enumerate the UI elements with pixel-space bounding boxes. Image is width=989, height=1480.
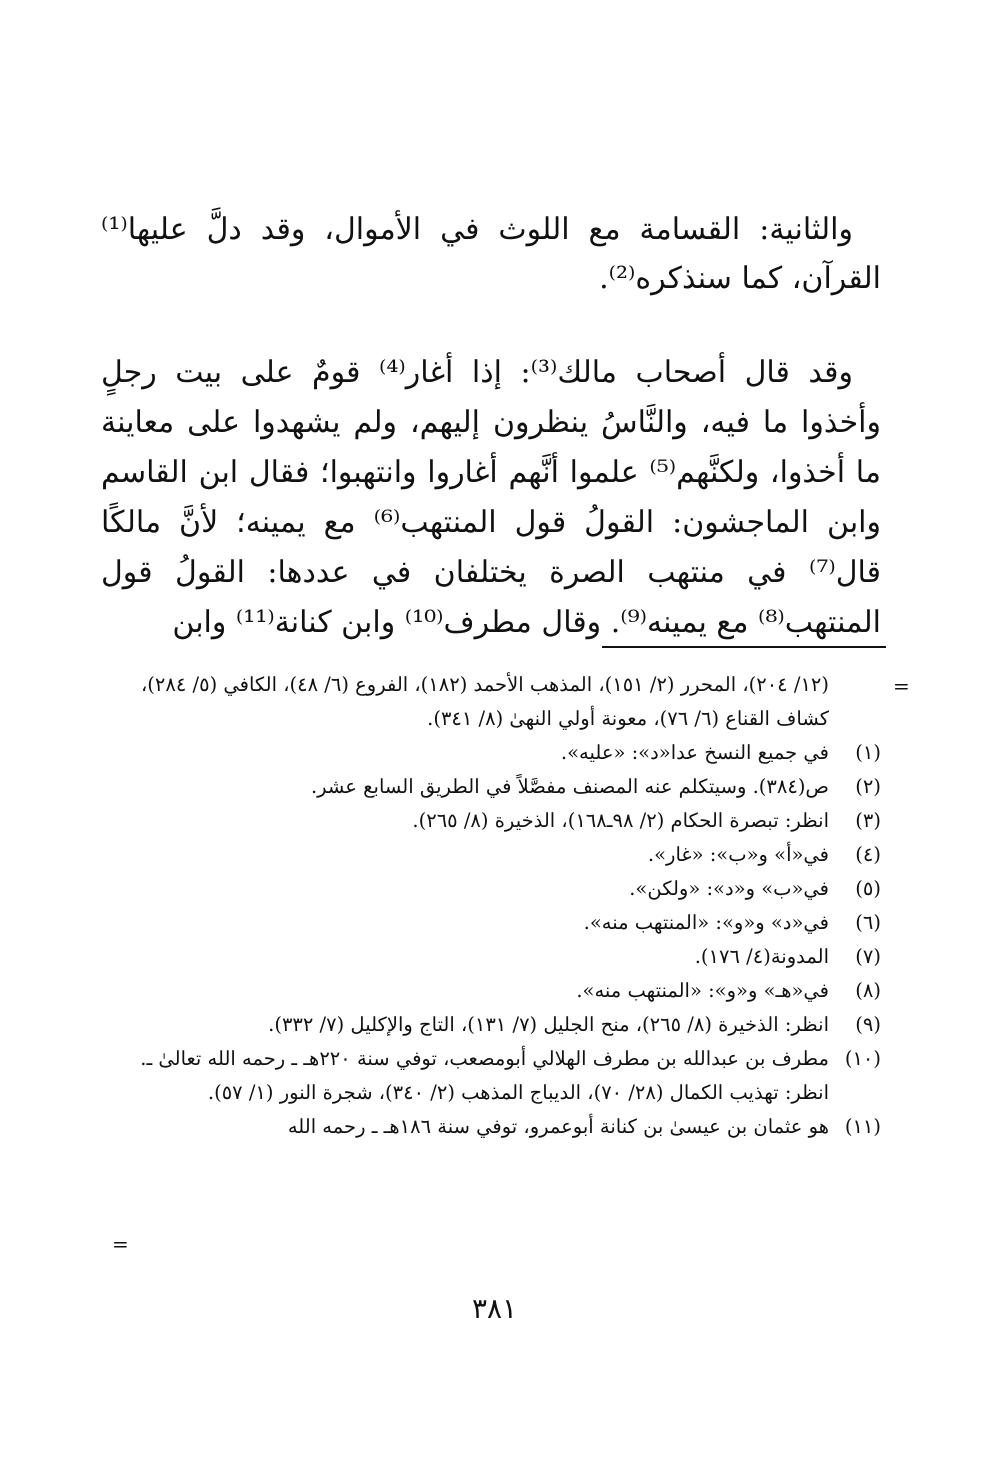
footnote-number: (٢)	[855, 775, 881, 798]
continuation-marker-bottom: =	[112, 1232, 129, 1256]
footnotes	[111, 668, 881, 1144]
footnote-number: (٣)	[855, 809, 881, 832]
footnote-number: (١٠)	[844, 1047, 881, 1070]
footnote-number: (٧)	[855, 945, 881, 968]
footnote-number: (٤)	[855, 843, 881, 866]
footnote-text: في جميع النسخ عدا«د»: «عليه».	[560, 741, 829, 764]
footnote-item	[111, 736, 881, 770]
footnote-text: في«أ» و«ب»: «غار».	[647, 843, 829, 866]
footnote-item	[111, 1110, 881, 1144]
footnote-text: في«د» و«و»: «المنتهب منه».	[583, 911, 829, 934]
paragraph-2: وقد قال أصحاب مالك⁽³⁾: إذا أغار⁽⁴⁾ قومٌ على بيت رجلٍ وأخذوا ما فيه، والنَّاسُ ينظرون إليهم، ولم يشهدوا على معاينة ما أخذوا، ولكنَّهم⁽⁵⁾ علموا أنَّهم أغاروا وانتهبوا؛ فقال ابن القاسم وابن الماجشون: القولُ قول المنتهب⁽⁶⁾ مع يمينه؛ لأنَّ مالكًا قال⁽⁷⁾ في منتهب الصرة يختلفان في عددها: القولُ قول المنتهب⁽⁸⁾ مع يمينه⁽⁹⁾. وقال مطرف⁽¹⁰⁾ وابن كنانة⁽¹¹⁾ وابن	[101, 355, 882, 640]
footnote-number: (١١)	[844, 1115, 881, 1138]
footnote-item	[111, 906, 881, 940]
footnote-text: هو عثمان بن عيسىٰ بن كنانة أبوعمرو، توفي سنة ١٨٦هـ ـ رحمه الله	[287, 1115, 829, 1138]
footnote-text: في«ب» و«د»: «ولكن».	[629, 877, 829, 900]
footnote-text: مطرف بن عبدالله بن مطرف الهلالي أبومصعب، توفي سنة ٢٢٠هـ ـ رحمه الله تعالىٰ ـ. انظر: تهذيب الكمال (٢٨/ ٧٠)، الديباج المذهب (٢/ ٣٤٠)، شجرة النور (١/ ٥٧).	[140, 1047, 829, 1104]
footnote-continuation: (١٢/ ٢٠٤)، المحرر (٢/ ١٥١)، المذهب الأحمد (١٨٢)، الفروع (٦/ ٤٨)، الكافي (٥/ ٢٨٤)، كشاف القناع (٦/ ٧٦)، معونة أولي النهىٰ (٨/ ٣٤١).	[140, 673, 829, 730]
footnote-text: ص(٣٨٤). وسيتكلم عنه المصنف مفصَّلاً في الطريق السابع عشر.	[310, 775, 829, 798]
footnote-item	[111, 838, 881, 872]
footnote-number: (٨)	[855, 979, 881, 1002]
footnote-item	[111, 770, 881, 804]
footnote-number: (١)	[855, 741, 881, 764]
page-number: ٣٨١	[471, 1292, 518, 1325]
footnote-text: انظر: تبصرة الحكام (٢/ ٩٨ـ١٦٨)، الذخيرة (٨/ ٢٦٥).	[412, 809, 829, 832]
footnote-item	[111, 974, 881, 1008]
footnote-item	[111, 804, 881, 838]
footnote-number: (٥)	[855, 877, 881, 900]
paragraph-1: والثانية: القسامة مع اللوث في الأموال، وقد دلَّ عليها⁽¹⁾ القرآن، كما سنذكره⁽²⁾.	[101, 212, 881, 296]
footnote-text: المدونة(٤/ ١٧٦).	[694, 945, 829, 968]
footnote-text: انظر: الذخيرة (٨/ ٢٦٥)، منح الجليل (٧/ ١٣١)، التاج والإكليل (٧/ ٣٣٢).	[268, 1013, 829, 1036]
footnote-separator	[602, 646, 886, 648]
footnote-item	[111, 940, 881, 974]
footnote-text: في«هـ» و«و»: «المنتهب منه».	[576, 979, 829, 1002]
footnote-item	[111, 872, 881, 906]
footnote-number: (٩)	[855, 1013, 881, 1036]
footnote-number: (٦)	[855, 911, 881, 934]
footnote-item	[111, 1008, 881, 1042]
continuation-marker: =	[893, 674, 910, 698]
footnote-item	[111, 1042, 881, 1110]
